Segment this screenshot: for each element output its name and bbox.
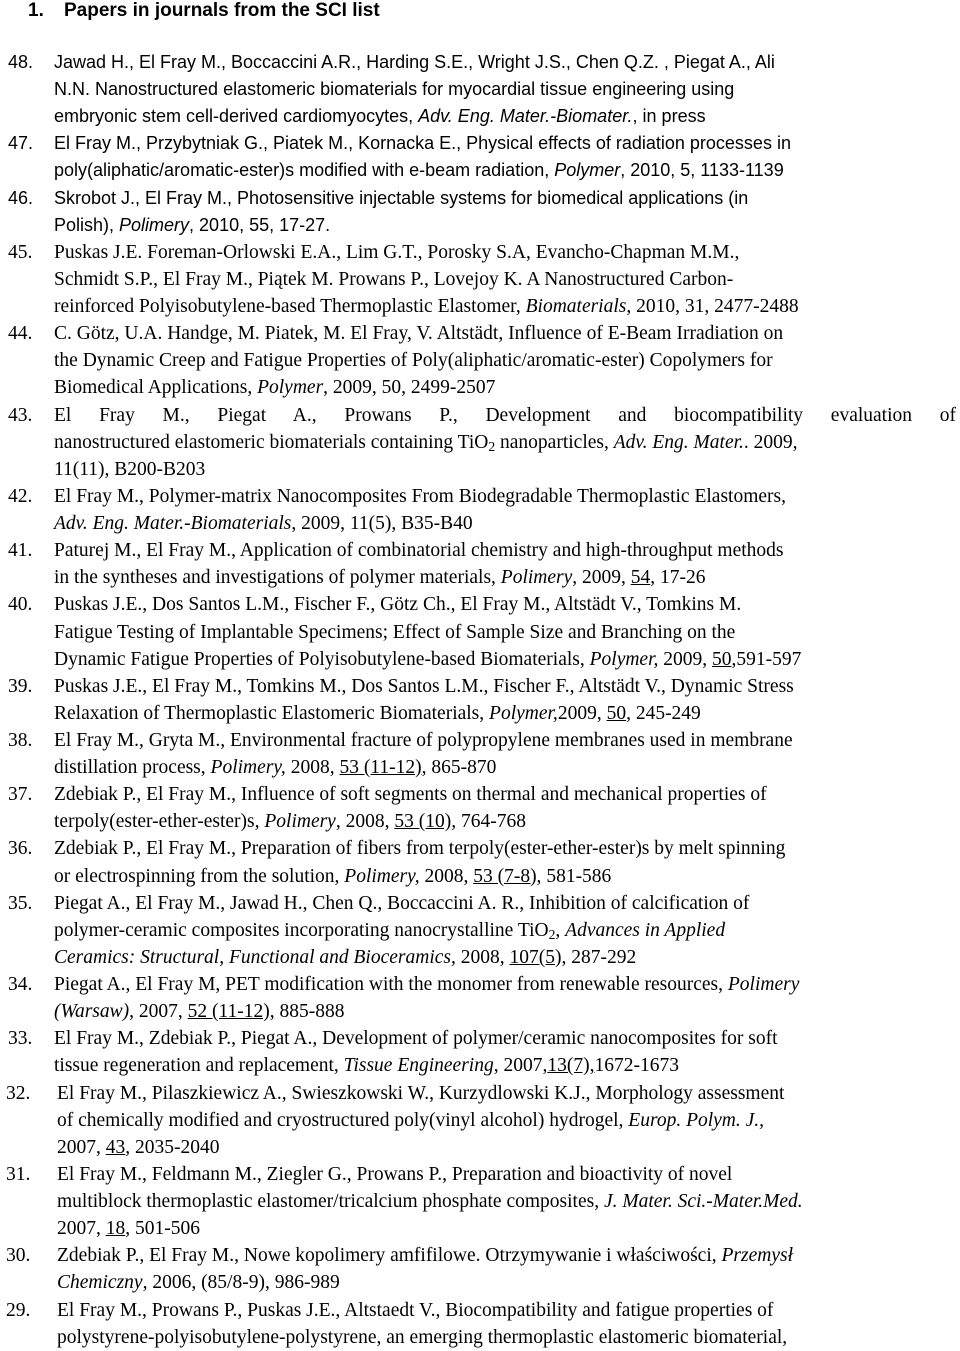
reference-number: 38. — [8, 730, 33, 751]
reference-text-line: Zdebiak P., El Fray M., Nowe kopolimery amfifilowe. Otrzymywanie i właściwości, Przemysł — [57, 1245, 793, 1267]
reference-text-line: poly(aliphatic/aromatic-ester)s modified with e-beam radiation, Polymer, 2010, 5, 1133-1139 — [54, 160, 784, 181]
reference-text-line: in the syntheses and investigations of polymer materials, Polimery, 2009, 54, 17-26 — [54, 567, 706, 589]
reference-text-line: Ceramics: Structural, Functional and Bioceramics, 2008, 107(5), 287-292 — [54, 946, 637, 968]
reference-number: 34. — [8, 974, 33, 996]
reference-text-line: Puskas J.E., Dos Santos L.M., Fischer F., Götz Ch., El Fray M., Altstädt V., Tomkins M. — [54, 594, 742, 616]
reference-text-line: Puskas J.E., El Fray M., Tomkins M., Dos Santos L.M., Fischer F., Altstädt V., Dynamic Stress — [54, 675, 794, 697]
reference-text-line: Jawad H., El Fray M., Boccaccini A.R., Harding S.E., Wright J.S., Chen Q.Z. , Piegat A., Ali — [54, 52, 775, 72]
reference-text-line: El Fray M., Polymer-matrix Nanocomposites From Biodegradable Thermoplastic Elastomers, — [54, 485, 786, 507]
reference-text-line: C. Götz, U.A. Handge, M. Piatek, M. El Fray, V. Altstädt, Influence of E-Beam Irradiation on — [54, 323, 784, 345]
reference-text-line: Puskas J.E. Foreman-Orlowski E.A., Lim G.T., Porosky S.A, Evancho-Chapman M.M., — [54, 241, 740, 263]
reference-text-line: 11(11), B200-B203 — [54, 458, 206, 480]
reference-text-line: (Warsaw), 2007, 52 (11-12), 885-888 — [54, 1001, 345, 1023]
reference-number: 33. — [8, 1028, 33, 1050]
reference-text-line: El Fray M., Przybytniak G., Piatek M., Kornacka E., Physical effects of radiation processes in — [54, 133, 791, 154]
reference-text-line: Piegat A., El Fray M, PET modification with the monomer from renewable resources, Polimery — [54, 974, 800, 996]
reference-number: 47. — [8, 133, 34, 154]
reference-text-line: of chemically modified and cryostructured poly(vinyl alcohol) hydrogel, Europ. Polym. J., — [57, 1109, 765, 1131]
reference-text-line: Chemiczny, 2006, (85/8-9), 986-989 — [57, 1272, 340, 1294]
reference-text-line: Zdebiak P., El Fray M., Influence of soft segments on thermal and mechanical properties of — [54, 784, 767, 806]
reference-number: 42. — [8, 485, 33, 507]
reference-text-line: polymer-ceramic composites incorporating nanocrystalline TiO$_2$, Advances in Applied — [54, 919, 726, 942]
reference-number: 39. — [8, 675, 33, 697]
reference-text-line: or electrospinning from the solution, Polimery, 2008, 53 (7-8), 581-586 — [54, 865, 612, 887]
reference-text-line: El Fray M., Piegat A., Prowans P., Development and biocompatibility evaluation of — [54, 404, 956, 426]
reference-text-line: El Fray M., Gryta M., Environmental fracture of polypropylene membranes used in membrane — [54, 730, 793, 751]
reference-text-line: Polish), Polimery, 2010, 55, 17-27. — [54, 214, 331, 235]
reference-number: 31. — [6, 1163, 31, 1185]
reference-text-line: distillation process, Polimery, 2008, 53 (11-12), 865-870 — [54, 757, 497, 779]
reference-number: 37. — [8, 784, 33, 806]
section-number: 1. — [28, 0, 44, 21]
reference-text-line: Relaxation of Thermoplastic Elastomeric Biomaterials, Polymer,2009, 50, 245-249 — [54, 702, 701, 724]
reference-text-line: El Fray M., Zdebiak P., Piegat A., Development of polymer/ceramic nanocomposites for soft — [54, 1028, 778, 1050]
reference-number: 40. — [8, 594, 33, 616]
reference-text-line: Schmidt S.P., El Fray M., Piątek M. Prowans P., Lovejoy K. A Nanostructured Carbon- — [54, 268, 734, 290]
reference-text-line: 2007, 43, 2035-2040 — [57, 1136, 220, 1158]
reference-text-line: Zdebiak P., El Fray M., Preparation of fibers from terpoly(ester-ether-ester)s by melt spinning — [54, 838, 786, 860]
reference-text-line: the Dynamic Creep and Fatigue Properties of Poly(aliphatic/aromatic-ester) Copolymers for — [54, 350, 773, 372]
reference-number: 35. — [8, 892, 33, 914]
reference-number: 41. — [8, 540, 33, 562]
reference-number: 45. — [8, 241, 33, 263]
reference-text-line: Skrobot J., El Fray M., Photosensitive injectable systems for biomedical applications (in — [54, 187, 749, 208]
reference-text-line: Biomedical Applications, Polymer, 2009, 50, 2499-2507 — [54, 377, 496, 399]
reference-number: 48. — [8, 52, 34, 72]
reference-text-line: multiblock thermoplastic elastomer/tricalcium phosphate composites, J. Mater. Sci.-Mater.Med. — [57, 1191, 803, 1213]
reference-number: 44. — [8, 323, 33, 345]
reference-text-line: terpoly(ester-ether-ester)s, Polimery, 2008, 53 (10), 764-768 — [54, 811, 526, 833]
reference-number: 46. — [8, 187, 34, 208]
reference-number: 36. — [8, 838, 33, 860]
reference-text-line: embryonic stem cell-derived cardiomyocytes, Adv. Eng. Mater.-Biomater., in press — [54, 106, 706, 127]
section-title: Papers in journals from the SCI list — [64, 0, 380, 21]
reference-text-line: polystyrene-polyisobutylene-polystyrene, an emerging thermoplastic elastomeric biomaterial, — [57, 1326, 788, 1348]
reference-text-line: N.N. Nanostructured elastomeric biomaterials for myocardial tissue engineering using — [54, 79, 735, 100]
reference-number: 29. — [6, 1299, 31, 1321]
reference-text-line: Piegat A., El Fray M., Jawad H., Chen Q., Boccaccini A. R., Inhibition of calcification of — [54, 892, 750, 914]
reference-text-line: Adv. Eng. Mater.-Biomaterials, 2009, 11(5), B35-B40 — [54, 513, 473, 535]
reference-text-line: reinforced Polyisobutylene-based Thermoplastic Elastomer, Biomaterials, 2010, 31, 2477-2488 — [54, 296, 799, 318]
reference-number: 32. — [6, 1082, 31, 1104]
reference-number: 30. — [6, 1245, 31, 1267]
reference-text-line: El Fray M., Feldmann M., Ziegler G., Prowans P., Preparation and bioactivity of novel — [57, 1163, 733, 1185]
reference-text-line: nanostructured elastomeric biomaterials containing TiO$_2$ nanoparticles, Adv. Eng. Mater.. 2009, — [54, 431, 798, 454]
section-heading — [28, 0, 380, 24]
reference-text-line: Paturej M., El Fray M., Application of combinatorial chemistry and high-throughput methods — [54, 540, 784, 562]
reference-text-line: Dynamic Fatigue Properties of Polyisobutylene-based Biomaterials, Polymer, 2009, 50,591-597 — [54, 648, 802, 670]
reference-text-line: tissue regeneration and replacement, Tissue Engineering, 2007,13(7),1672-1673 — [54, 1055, 679, 1077]
reference-text-line: 2007, 18, 501-506 — [57, 1218, 200, 1240]
reference-text-line: Fatigue Testing of Implantable Specimens; Effect of Sample Size and Branching on the — [54, 621, 736, 643]
reference-number: 43. — [8, 404, 33, 426]
reference-text-line: El Fray M., Prowans P., Puskas J.E., Altstaedt V., Biocompatibility and fatigue properties of — [57, 1299, 774, 1321]
reference-text-line: El Fray M., Pilaszkiewicz A., Swieszkowski W., Kurzydlowski K.J., Morphology assessment — [57, 1082, 785, 1104]
